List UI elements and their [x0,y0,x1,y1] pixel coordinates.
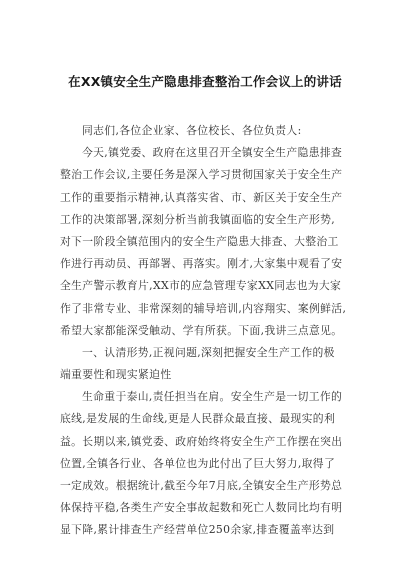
text-line: 端重要性和现实紧迫性 [60,368,172,382]
text-line: 体保持平稳,各类生产安全事故起数和死亡人数同比均有明 [60,501,343,515]
text-line: 位置,全镇各行业、各单位也为此付出了巨大努力,取得了 [60,456,336,470]
text-line: 工作的决策部署,深刻分析当前我镇面临的安全生产形势, [60,212,336,226]
document-title: 在XX镇安全生产隐患排查整治工作会议上的讲话 [68,74,342,89]
text-line: 整治工作会议,主要任务是深入学习贯彻国家关于安全生产 [60,168,343,182]
text-line: 作了非常专业、非常深刻的辅导培训,内容翔实、案例鲜活, [60,301,347,315]
text-line: 作进行再动员、再部署、再落实。刚才,大家集中观看了安 [60,257,343,271]
text-line: 全生产警示教育片,XX市的应急管理专家XX同志也为大家 [60,279,342,293]
text-line: 底线,是发展的生命线,更是人民群众最直接、最现实的利 [60,412,336,426]
text-line: 生命重于泰山,责任担当在肩。安全生产是一切工作的 [82,390,343,404]
text-line: 同志们,各位企业家、各位校长、各位负责人: [82,124,302,137]
text-line: 今天,镇党委、政府在这里召开全镇安全生产隐患排查 [82,146,343,160]
document-body [60,120,352,542]
text-line: 益。长期以来,镇党委、政府始终将安全生产工作摆在突出 [60,434,343,448]
text-line: 显下降,累计排查生产经营单位250余家,排查覆盖率达到 [60,523,335,537]
text-line: 一定成效。根据统计,截至今年7月底,全镇安全生产形势总 [60,479,343,492]
text-line: 对下一阶段全镇范围内的安全生产隐患大排查、大整治工 [60,234,339,248]
text-line: 工作的重要指示精神,认真落实省、市、新区关于安全生产 [60,190,343,204]
text-line: 希望大家都能深受触动、学有所获。下面,我讲三点意见。 [60,323,343,337]
text-line: 一、认清形势,正视问题,深刻把握安全生产工作的极 [82,345,335,359]
